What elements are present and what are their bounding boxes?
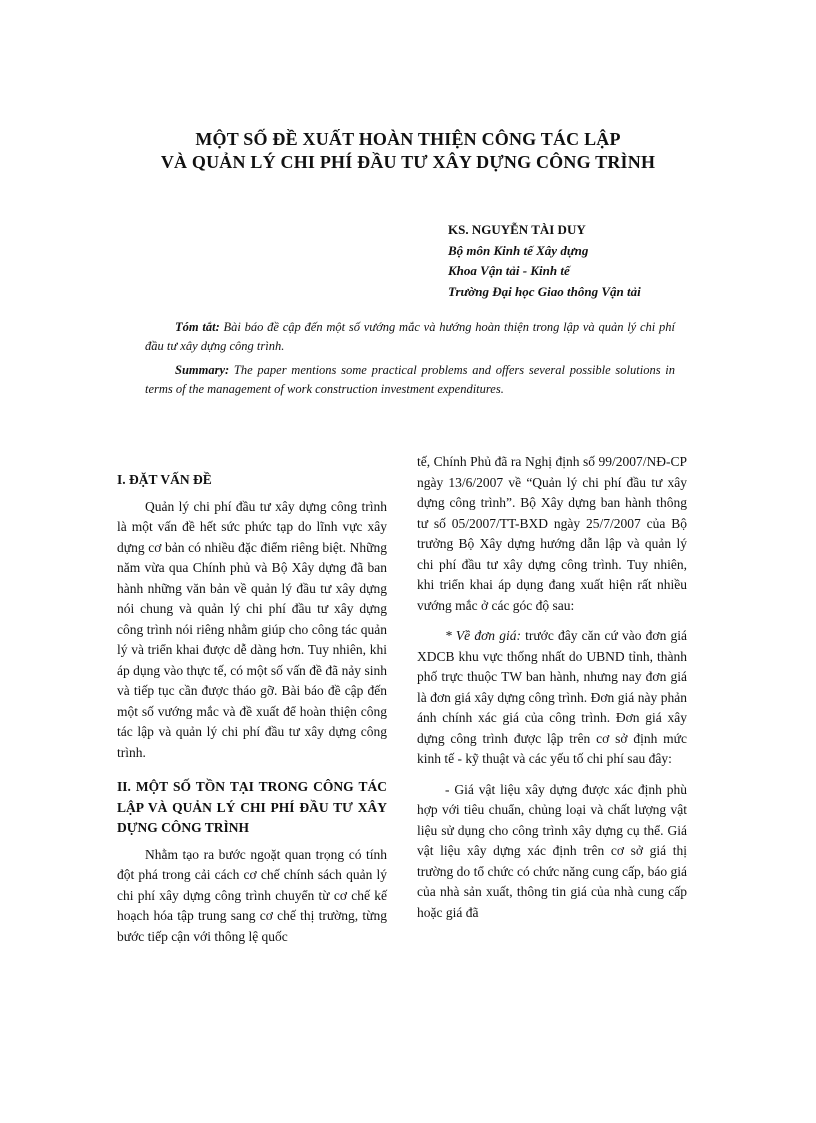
section-1-paragraph: Quản lý chi phí đầu tư xây dựng công trình là một vấn đề hết sức phức tạp do lĩnh vực xây dựng cơ bản có nhiều đặc điểm riêng biệt. Những năm vừa qua Chính phủ và Bộ Xây dựng đã ban hành những văn bản về quản lý đầu tư xây dựng nói chung và quản lý chi phí đầu tư xây dựng công trình nói riêng nhằm giúp cho công tác quản lý và triển khai được dễ dàng hơn. Tuy nhiên, khi áp dụng vào thực tế, có một số vấn đề đã nảy sinh và tiếp tục cần được tháo gỡ. Bài báo đề cập đến một số vướng mắc và đề xuất để hoàn thiện công tác lập và quản lý chi phí đầu tư xây dựng công trình. xyxy=(117,498,387,760)
right-paragraph-2 xyxy=(417,626,687,770)
abstract-vi-label: Tóm tắt: xyxy=(175,320,220,334)
author-affiliation-2: Khoa Vận tải - Kinh tế xyxy=(448,263,570,278)
right-paragraph-3: - Giá vật liệu xây dựng được xác định phù hợp với tiêu chuẩn, chủng loại và chất lượng vật liệu sử dụng cho công trình xây dựng cụ thể. Giá vật liệu xây dựng xác định trên cơ sở giá thị trường do tổ chức có chức năng cung cấp, báo giá của nhà sản xuất, thông tin giá của nhà cung cấp hoặc giá đã xyxy=(417,781,687,920)
author-name: KS. NGUYỄN TÀI DUY xyxy=(448,222,586,237)
section-1-heading: I. ĐẶT VẤN ĐỀ xyxy=(117,472,212,487)
abstract xyxy=(145,318,675,404)
author-block xyxy=(448,220,641,302)
abstract-english xyxy=(145,361,675,399)
author-affiliation-3: Trường Đại học Giao thông Vận tải xyxy=(448,283,641,299)
abstract-en-label: Summary: xyxy=(175,363,230,377)
abstract-en-text: The paper mentions some practical problems and offers several possible solutions in terms of the management of work construction investment expenditures. xyxy=(145,363,676,396)
paper-title xyxy=(0,128,816,174)
section-2-heading: II. MỘT SỐ TỒN TẠI TRONG CÔNG TÁC LẬP VÀ QUẢN LÝ CHI PHÍ ĐẦU TƯ XÂY DỰNG CÔNG TRÌNH xyxy=(117,779,387,835)
author-affiliation-1: Bộ môn Kinh tế Xây dựng xyxy=(448,242,589,258)
right-column xyxy=(417,452,687,923)
section-2-paragraph: Nhằm tạo ra bước ngoặt quan trọng có tính đột phá trong cải cách cơ chế chính sách quản lý chi phí xây dựng công trình chuyển từ cơ chế kế hoạch hóa tập trung sang cơ chế thị trường, từng bước tiếp cận với thông lệ quốc xyxy=(117,846,387,944)
unit-price-text: trước đây căn cứ vào đơn giá XDCB khu vực thống nhất do UBND tỉnh, thành phố trực thuộc TW ban hành, nhưng nay đơn giá là đơn giá xây dựng công trình. Đơn giá này phản ánh chính xác giá của công trình. Đơn giá xây dựng công trình được lập trên cơ sở định mức kinh tế - kỹ thuật và các yếu tố chi phí sau đây: xyxy=(417,628,687,766)
left-column xyxy=(117,470,387,947)
abstract-vi-text: Bài báo đề cập đến một số vướng mắc và hướng hoàn thiện trong lập và quản lý chi phí đầu tư xây dựng công trình. xyxy=(145,320,676,353)
unit-price-label: * Về đơn giá: xyxy=(445,628,521,643)
title-line-2: VÀ QUẢN LÝ CHI PHÍ ĐẦU TƯ XÂY DỰNG CÔNG TRÌNH xyxy=(160,152,656,172)
title-line-1: MỘT SỐ ĐỀ XUẤT HOÀN THIỆN CÔNG TÁC LẬP xyxy=(195,129,621,149)
abstract-vietnamese xyxy=(145,318,675,356)
right-paragraph-1: tế, Chính Phủ đã ra Nghị định số 99/2007/NĐ-CP ngày 13/6/2007 về “Quản lý chi phí đầu tư xây dựng công trình”. Bộ Xây dựng ban hành thông tư số 05/2007/TT-BXD ngày 25/7/2007 của Bộ trưởng Bộ Xây dựng hướng dẫn lập và quản lý chi phí đầu tư xây dựng công trình. Tuy nhiên, khi triển khai áp dụng đang xuất hiện rất nhiều vướng mắc ở các góc độ sau: xyxy=(417,454,687,613)
